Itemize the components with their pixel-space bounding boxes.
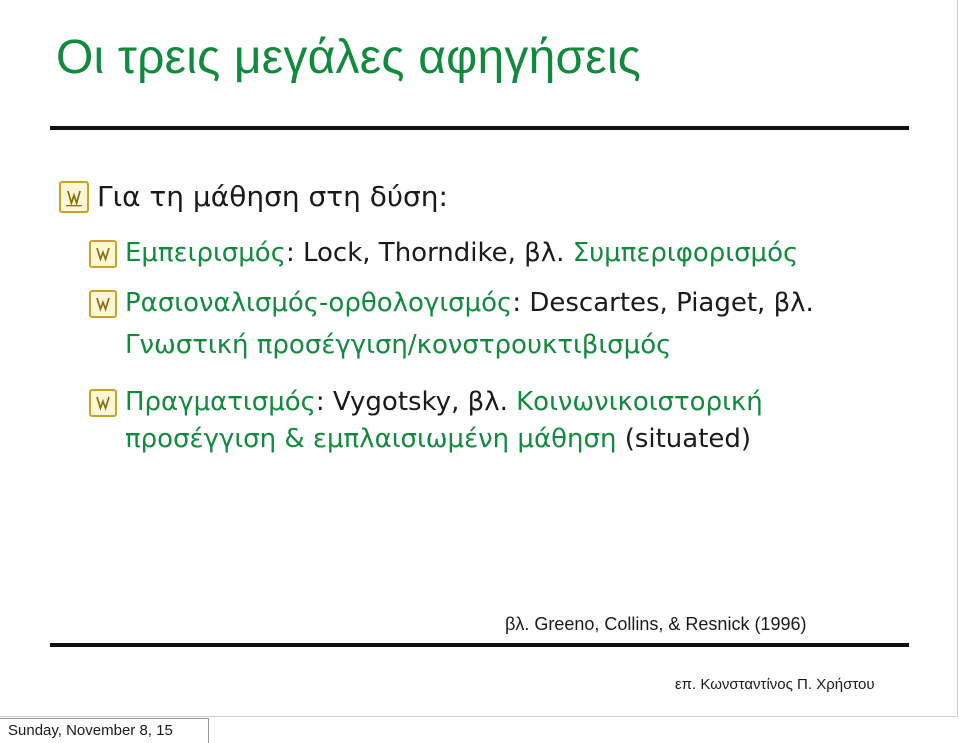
- names: : Descartes, Piaget, βλ.: [512, 288, 814, 318]
- names: : Lock, Thorndike, βλ.: [285, 238, 573, 268]
- situated-note: (situated): [616, 424, 752, 454]
- main-bullet-text: Για τη μάθηση στη δύση:: [97, 180, 448, 213]
- list-item-pragmatism: [89, 380, 763, 424]
- slide-date: Sunday, November 8, 15: [8, 722, 173, 739]
- scroll-bullet-icon: [59, 181, 89, 213]
- see-also-continued: [125, 424, 751, 454]
- see-also: Κοινωνικοιστορική: [516, 387, 763, 417]
- see-also-line2: προσέγγιση & εμπλαισιωμένη μάθηση: [125, 424, 617, 454]
- term: Εμπειρισμός: [125, 238, 286, 268]
- term: Πραγματισμός: [125, 387, 316, 417]
- list-item-rationalism: [89, 281, 814, 325]
- see-also: Γνωστική προσέγγιση/κονστρουκτιβισμός: [125, 330, 672, 360]
- main-bullet: [59, 180, 448, 213]
- term: Ρασιοναλισμός-ορθολογισμός: [125, 288, 513, 318]
- slide-title: Οι τρεις μεγάλες αφηγήσεις: [56, 31, 642, 84]
- scroll-bullet-icon: [89, 389, 117, 417]
- names: : Vygotsky, βλ.: [315, 387, 517, 417]
- scroll-bullet-icon: [89, 290, 117, 318]
- footer-divider: [50, 643, 909, 647]
- list-item-empiricism: [89, 231, 798, 275]
- scroll-bullet-icon: [89, 240, 117, 268]
- reference: βλ. Greeno, Collins, & Resnick (1996): [505, 614, 807, 634]
- author: επ. Κωνσταντίνος Π. Χρήστου: [675, 676, 875, 693]
- see-also: Συμπεριφορισμός: [572, 238, 799, 268]
- title-divider: [50, 126, 909, 130]
